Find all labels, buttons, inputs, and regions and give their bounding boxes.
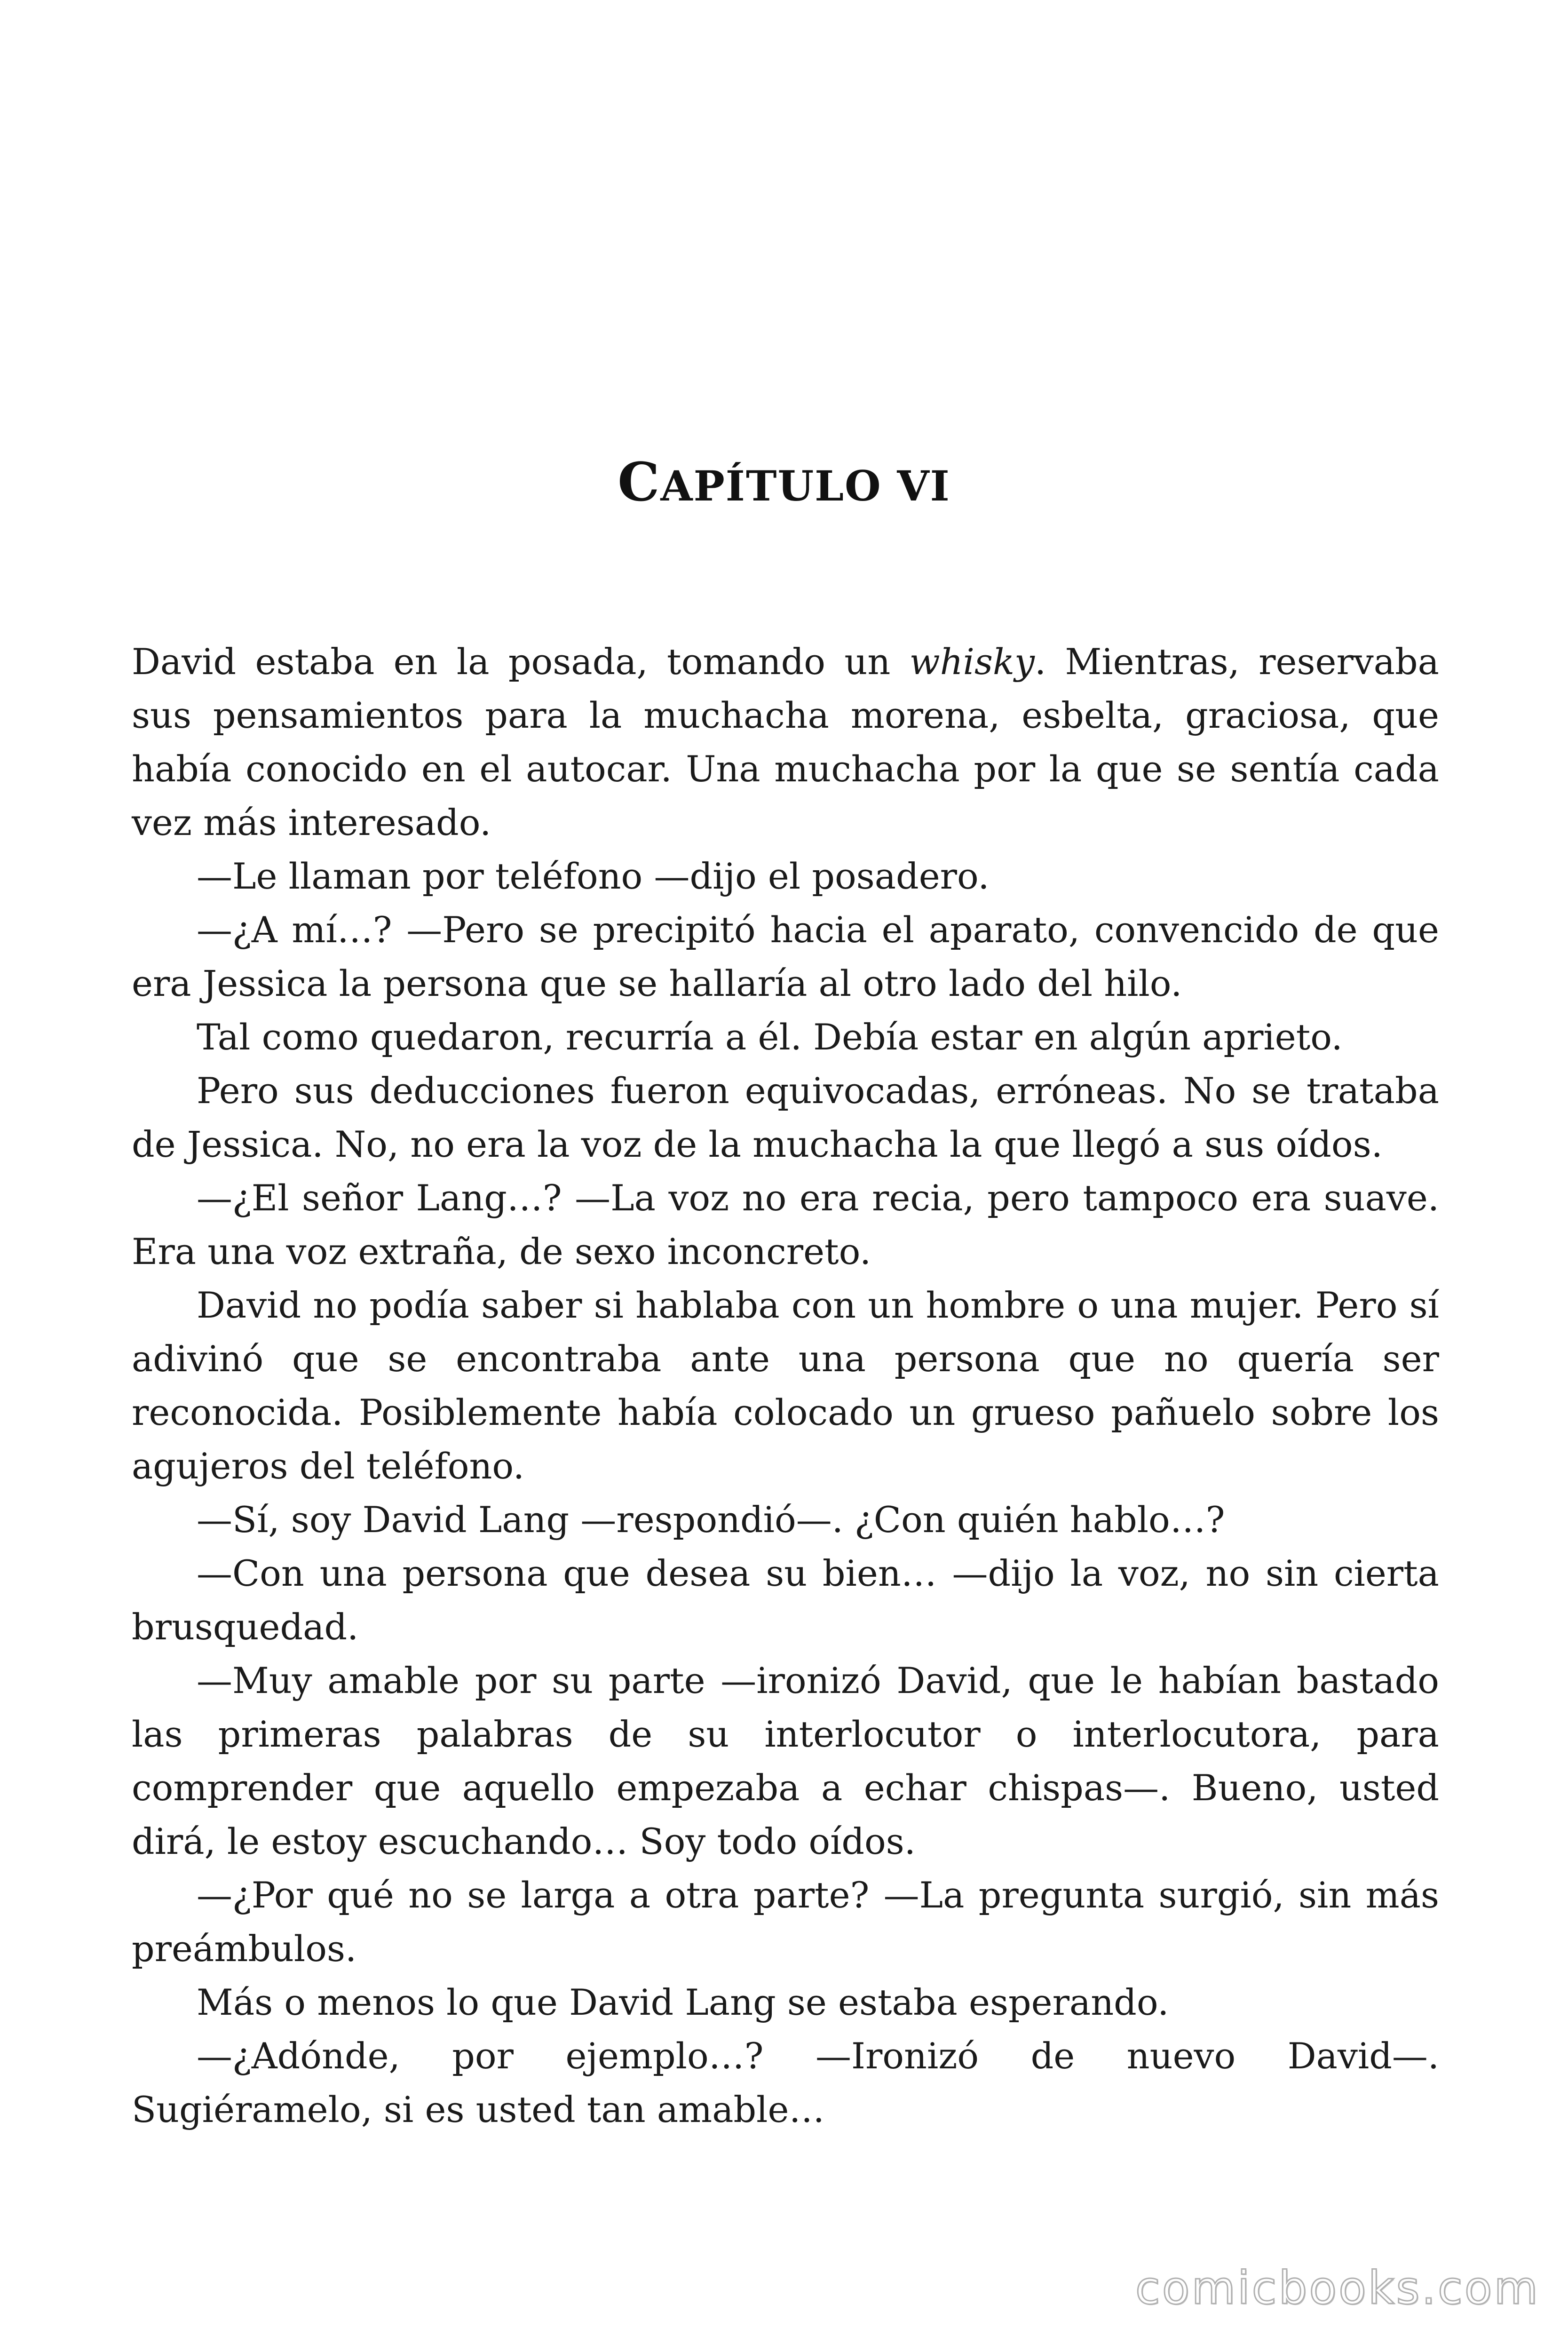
chapter-title-initial: C <box>618 452 661 513</box>
chapter-body <box>132 635 1439 2137</box>
paragraph-1-text-a: David estaba en la posada, tomando un <box>132 641 910 683</box>
paragraph-3: —¿A mí…? —Pero se precipitó hacia el aparato, convencido de que era Jessica la persona que se hallaría al otro lado del hilo. <box>132 909 1439 1004</box>
paragraph-11: —¿Por qué no se larga a otra parte? —La pregunta surgió, sin más preámbulos. <box>132 1874 1439 1970</box>
paragraph-1 <box>132 635 1439 850</box>
chapter-title <box>0 452 1568 513</box>
watermark-logo: comicbooks.com <box>1135 2262 1540 2314</box>
paragraph-2: —Le llaman por teléfono —dijo el posadero. <box>197 855 990 897</box>
paragraph-1-italic-word: whisky <box>909 641 1035 683</box>
paragraph-7: David no podía saber si hablaba con un hombre o una mujer. Pero sí adivinó que se encontraba ante una persona que no quería ser reconocida. Posiblemente había colocado un grueso pañuelo sobre los agujeros del teléfono. <box>132 1284 1439 1487</box>
chapter-title-rest: APÍTULO VI <box>660 461 950 510</box>
paragraph-13: —¿Adónde, por ejemplo…? —Ironizó de nuevo David—. Sugiéramelo, si es usted tan amable… <box>132 2035 1439 2130</box>
paragraph-8: —Sí, soy David Lang —respondió—. ¿Con quién hablo…? <box>197 1499 1225 1541</box>
paragraph-4: Tal como quedaron, recurría a él. Debía estar en algún aprieto. <box>197 1016 1343 1058</box>
paragraph-5: Pero sus deducciones fueron equivocadas, erróneas. No se trataba de Jessica. No, no era la voz de la muchacha la que llegó a sus oídos. <box>132 1070 1439 1165</box>
paragraph-1-text-b: . Mientras, reservaba sus pensamientos para la muchacha morena, esbelta, graciosa, que había conocido en el autocar. Una muchacha por la que se sentía cada vez más interesado. <box>132 641 1439 843</box>
paragraph-6: —¿El señor Lang…? —La voz no era recia, pero tampoco era suave. Era una voz extraña, de sexo inconcreto. <box>132 1177 1439 1272</box>
paragraph-9: —Con una persona que desea su bien… —dijo la voz, no sin cierta brusquedad. <box>132 1552 1439 1648</box>
paragraph-12: Más o menos lo que David Lang se estaba esperando. <box>197 1981 1169 2023</box>
paragraph-10: —Muy amable por su parte —ironizó David, que le habían bastado las primeras palabras de su interlocutor o interlocutora, para comprender que aquello empezaba a echar chispas—. Bueno, usted dirá, le estoy escuchando… Soy todo oídos. <box>132 1660 1439 1862</box>
